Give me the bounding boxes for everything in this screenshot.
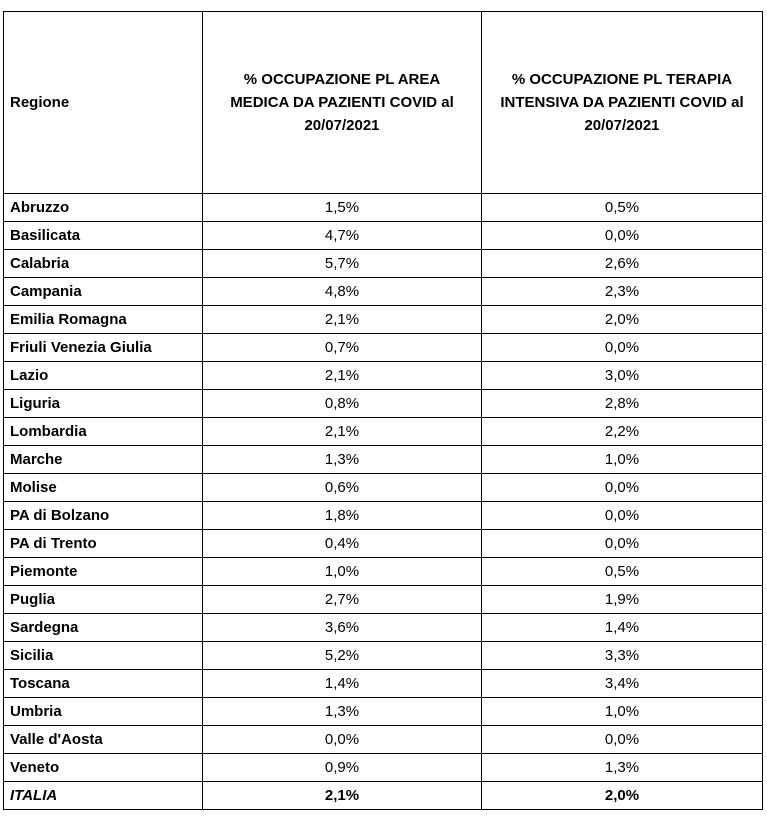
- terapia-intensiva-cell: 0,0%: [482, 334, 763, 362]
- region-cell: Calabria: [4, 250, 203, 278]
- terapia-intensiva-cell: 0,0%: [482, 474, 763, 502]
- terapia-intensiva-cell: 0,0%: [482, 222, 763, 250]
- area-medica-cell: 1,3%: [203, 698, 482, 726]
- region-cell: Lombardia: [4, 418, 203, 446]
- terapia-intensiva-cell: 2,0%: [482, 782, 763, 810]
- area-medica-cell: 1,3%: [203, 446, 482, 474]
- region-cell: Molise: [4, 474, 203, 502]
- region-cell: Sicilia: [4, 642, 203, 670]
- region-cell: Lazio: [4, 362, 203, 390]
- region-cell: Friuli Venezia Giulia: [4, 334, 203, 362]
- area-medica-cell: 4,8%: [203, 278, 482, 306]
- area-medica-cell: 1,8%: [203, 502, 482, 530]
- region-cell: Umbria: [4, 698, 203, 726]
- table-row: [4, 530, 763, 558]
- terapia-intensiva-cell: 0,0%: [482, 502, 763, 530]
- region-column-header: Regione: [4, 12, 203, 194]
- occupancy-table: [3, 11, 763, 810]
- terapia-intensiva-cell: 1,0%: [482, 446, 763, 474]
- area-medica-column-header: % OCCUPAZIONE PL AREA MEDICA DA PAZIENTI COVID al 20/07/2021: [203, 12, 482, 194]
- table-row: [4, 670, 763, 698]
- area-medica-cell: 5,7%: [203, 250, 482, 278]
- area-medica-cell: 0,0%: [203, 726, 482, 754]
- terapia-intensiva-cell: 3,4%: [482, 670, 763, 698]
- terapia-intensiva-cell: 2,3%: [482, 278, 763, 306]
- area-medica-cell: 2,1%: [203, 362, 482, 390]
- terapia-intensiva-cell: 3,3%: [482, 642, 763, 670]
- region-cell: Liguria: [4, 390, 203, 418]
- terapia-intensiva-cell: 2,6%: [482, 250, 763, 278]
- region-cell: Marche: [4, 446, 203, 474]
- table-row: [4, 334, 763, 362]
- table-row: [4, 474, 763, 502]
- region-cell: ITALIA: [4, 782, 203, 810]
- table-row: [4, 502, 763, 530]
- header-row: [4, 12, 763, 194]
- table-row: [4, 754, 763, 782]
- area-medica-cell: 1,4%: [203, 670, 482, 698]
- region-cell: Basilicata: [4, 222, 203, 250]
- table-header: [4, 12, 763, 194]
- table-row: [4, 278, 763, 306]
- area-medica-cell: 1,5%: [203, 194, 482, 222]
- region-cell: PA di Bolzano: [4, 502, 203, 530]
- total-row: [4, 782, 763, 810]
- terapia-intensiva-cell: 1,4%: [482, 614, 763, 642]
- region-cell: Valle d'Aosta: [4, 726, 203, 754]
- region-cell: Toscana: [4, 670, 203, 698]
- region-cell: Puglia: [4, 586, 203, 614]
- area-medica-cell: 4,7%: [203, 222, 482, 250]
- table-row: [4, 390, 763, 418]
- area-medica-cell: 1,0%: [203, 558, 482, 586]
- area-medica-cell: 3,6%: [203, 614, 482, 642]
- table-row: [4, 558, 763, 586]
- table-row: [4, 306, 763, 334]
- table-row: [4, 614, 763, 642]
- terapia-intensiva-cell: 2,0%: [482, 306, 763, 334]
- terapia-intensiva-cell: 3,0%: [482, 362, 763, 390]
- region-cell: Veneto: [4, 754, 203, 782]
- terapia-intensiva-cell: 0,0%: [482, 530, 763, 558]
- table-row: [4, 446, 763, 474]
- area-medica-cell: 0,8%: [203, 390, 482, 418]
- region-cell: Campania: [4, 278, 203, 306]
- area-medica-cell: 5,2%: [203, 642, 482, 670]
- region-cell: Emilia Romagna: [4, 306, 203, 334]
- table-row: [4, 586, 763, 614]
- table-row: [4, 698, 763, 726]
- area-medica-cell: 2,7%: [203, 586, 482, 614]
- table-row: [4, 250, 763, 278]
- table-row: [4, 726, 763, 754]
- area-medica-cell: 2,1%: [203, 306, 482, 334]
- region-cell: Sardegna: [4, 614, 203, 642]
- area-medica-cell: 0,6%: [203, 474, 482, 502]
- terapia-intensiva-cell: 1,0%: [482, 698, 763, 726]
- terapia-intensiva-cell: 2,2%: [482, 418, 763, 446]
- table-row: [4, 362, 763, 390]
- terapia-intensiva-cell: 2,8%: [482, 390, 763, 418]
- table-row: [4, 642, 763, 670]
- area-medica-cell: 0,7%: [203, 334, 482, 362]
- table-row: [4, 222, 763, 250]
- terapia-intensiva-cell: 1,3%: [482, 754, 763, 782]
- area-medica-cell: 2,1%: [203, 418, 482, 446]
- area-medica-cell: 0,9%: [203, 754, 482, 782]
- region-cell: Piemonte: [4, 558, 203, 586]
- terapia-intensiva-cell: 1,9%: [482, 586, 763, 614]
- area-medica-cell: 0,4%: [203, 530, 482, 558]
- table-body: [4, 194, 763, 810]
- terapia-intensiva-cell: 0,5%: [482, 194, 763, 222]
- region-cell: PA di Trento: [4, 530, 203, 558]
- table-row: [4, 418, 763, 446]
- table-row: [4, 194, 763, 222]
- terapia-intensiva-cell: 0,5%: [482, 558, 763, 586]
- region-cell: Abruzzo: [4, 194, 203, 222]
- terapia-intensiva-column-header: % OCCUPAZIONE PL TERAPIA INTENSIVA DA PAZIENTI COVID al 20/07/2021: [482, 12, 763, 194]
- area-medica-cell: 2,1%: [203, 782, 482, 810]
- terapia-intensiva-cell: 0,0%: [482, 726, 763, 754]
